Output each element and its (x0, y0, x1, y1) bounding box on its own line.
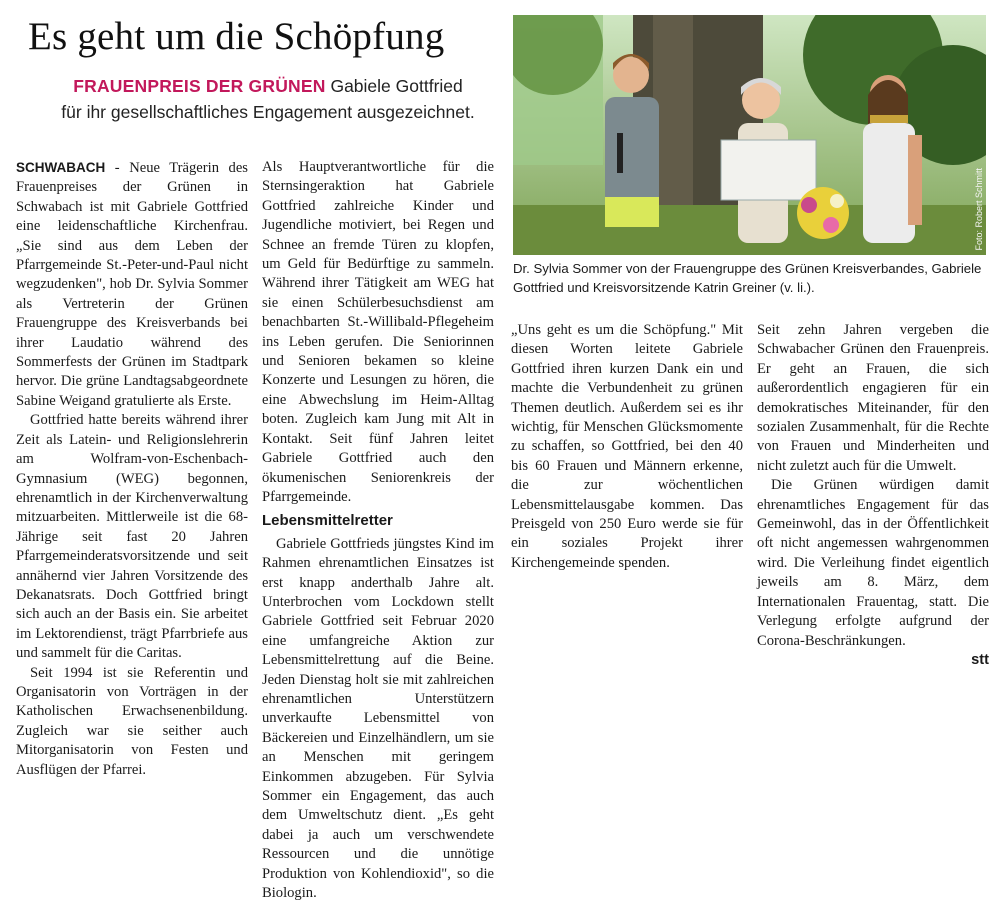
article-photo (513, 15, 986, 255)
paragraph-2: Gottfried hatte bereits während ihrer Zeit als Latein- und Religionslehrerin am Wolfram-von-Eschenbach-Gymnasium (WEG) begonnen, ehrenamtlich in der Kirchenverwaltung mitzuarbeiten. Mittlerweile ist die 68-Jährige seit fast 20 Jahren Pfarrgemeinderatsvorsitzende und seit annähernd vier Jahren Vorsitzende des Dekanatsrats. Doch Gottfried bringt sich auch an der Basis ein. Sie arbeitet im Lektorendienst, trägt Pfarrbriefe aus und sammelt für die Caritas. (16, 412, 248, 662)
author-signature: stt (971, 651, 989, 668)
paragraph-5: Gabriele Gottfrieds jüngstes Kind im Rahmen ehrenamtlichen Einsatzes ist erst knapp anderthalb Jahre alt. Unterbrochen vom Lockdown stellt Gabriele Gottfried seit Februar 2020 eine umfangreiche Aktion zur Lebensmittelrettung auf die Beine. Jeden Dienstag holt sie mit zahlreichen ehrenamtlichen Unterstützern unverkaufte Lebensmittel von Bäckereien und Einzelhändlern, um sie an Menschen mit geringem Einkommen abzugeben. Für Sylvia Sommer ein Engagement, das auch dem Umweltschutz dient. „Es geht dabei ja auch um verschwendete Ressourcen und die unnötige Produktion von Kohlendioxid", so die Biologin. (262, 535, 494, 902)
paragraph-8: Die Grünen würdigen damit ehrenamtliches Engagement für das Gemeinwohl, das in der Öffentlichkeit oft nicht angemessen wahrgenommen wird. Die Verleihung findet eigentlich jeweils am 8. März, dem Internationalen Frauentag, statt. Die Verlegung erfolgte aufgrund der Corona-Beschränkungen. (757, 477, 989, 649)
article-column-3 (511, 321, 743, 573)
kicker-subject: Gabiele Gottfried (330, 76, 463, 96)
photo-caption: Dr. Sylvia Sommer von der Frauengruppe des Grünen Kreisverbandes, Gabriele Gottfried und Kreisvorsitzende Katrin Greiner (v. li.). (513, 261, 982, 295)
subheading: Lebensmittelretter (262, 512, 393, 530)
kicker-line2: für ihr gesellschaftliches Engagement ausgezeichnet. (61, 102, 475, 122)
paragraph-3: Seit 1994 ist sie Referentin und Organisatorin von Vorträgen in der Katholischen Erwachsenenbildung. Zugleich war sie seither auch Mitorganisatorin von Festen und Ausflügen der Pfarrei. (16, 664, 248, 778)
kicker-label: FRAUENPREIS DER GRÜNEN (73, 76, 326, 96)
paragraph-6: „Uns geht es um die Schöpfung." Mit diesen Worten leitete Gabriele Gottfried ihren kurzen Dank ein und machte die Verbundenheit zu grünen Themen deutlich. Außerdem sei es ihr wichtig, für Menschen Glücksmomente zu schaffen, so Gottfried, bei den 40 bis 60 Frauen und Männern erkenne, die zur wöchentlichen Lebensmittelausgabe kommen. Das Preisgeld von 250 Euro werde sie für ein soziales Projekt ihrer Kirchengemeinde spenden. (511, 322, 743, 571)
paragraph-1: - Neue Trägerin des Frauenpreises der Grünen in Schwabach ist mit Gabriele Gottfried eine leidenschaftliche Kirchenfrau. „Sie sind aus dem Leben der Pfarrgemeinde St.-Peter-und-Paul nicht wegzudenken", hob Dr. Sylvia Sommer als Vertreterin der Grünen Frauengruppe des Kreisverbands bei ihrer Laudatio während des Sommerfests der Grünen im Stadtpark hervor. Die grüne Landtagsabgeordnete Sabine Weigand gratulierte als Erste. (16, 160, 248, 409)
dateline: SCHWABACH (16, 160, 106, 175)
article-column-1 (16, 158, 248, 780)
paragraph-7: Seit zehn Jahren vergeben die Schwabacher Grünen den Frauenpreis. Er geht an Frauen, die sich außerordentlich engagieren für ein demokratisches Miteinander, für den sozialen Zusammenhalt, für die Rechte von Frauen und Minderheiten und nicht zuletzt auch für die Umwelt. (757, 322, 989, 474)
article-column-2 (262, 158, 494, 903)
photo-illustration (513, 15, 986, 255)
headline: Es geht um die Schöpfung (28, 15, 445, 58)
kicker (28, 73, 508, 125)
paragraph-4: Als Hauptverantwortliche für die Sternsingeraktion hat Gabriele Gottfried zahlreiche Kinder und Jugendliche motiviert, bei Regen und Schnee an fremde Türen zu klopfen, um Geld für Bedürftige zu sammeln. Während ihrer Tätigkeit am WEG hat sie einen Schülerbesuchsdienst am benachbarten St.-Willibald-Pflegeheim ins Leben gerufen. Die Seniorinnen und Senioren bekamen so kleine Konzerte und Lesungen zu hören, die eine Abwechslung im Heim-Alltag boten. Zugleich kam Jung mit Alt in Kontakt. Seit fünf Jahren leitet Gabriele Gottfried auch den ökumenischen Seniorenkreis der Pfarrgemeinde. (262, 159, 494, 505)
article-column-4 (757, 321, 989, 670)
photo-credit: Foto: Robert Schmitt (974, 168, 984, 251)
